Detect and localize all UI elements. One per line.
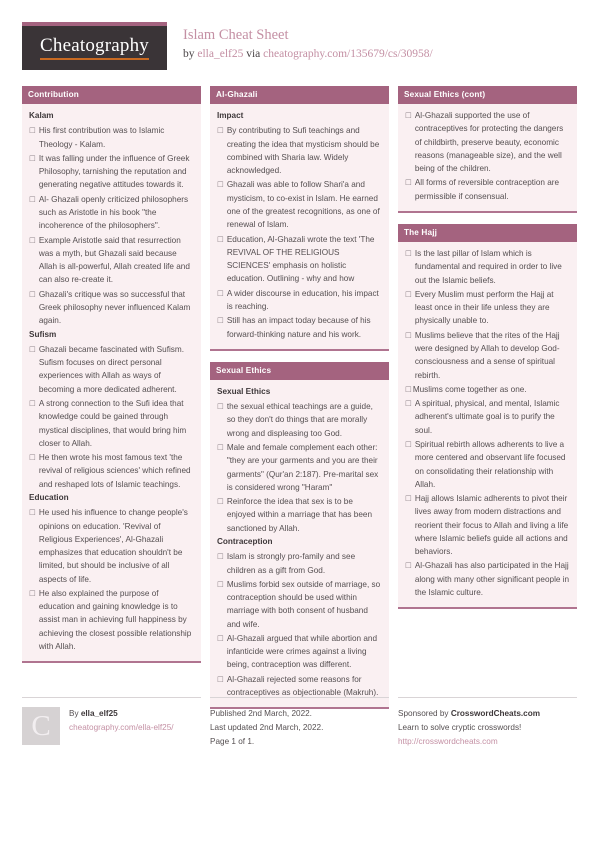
checkbox-icon[interactable]: ☐ [217,442,224,452]
via-label: via [243,47,264,60]
avatar: C [22,707,60,745]
list-item [29,343,194,396]
checkbox-icon[interactable]: ☐ [405,330,412,340]
list-item-text: Male and female complement each other: "they are your garments and you are their garments" (Qur'an 2:187). Pre-marital sex is considered wrong "Haram" [226,442,379,492]
list-item-text: Still has an impact today because of his forward-thinking nature and his work. [226,316,371,339]
card-title: Sexual Ethics [210,362,389,380]
sponsor-name[interactable]: CrosswordCheats.com [450,709,540,718]
checkbox-icon[interactable]: ☐ [405,249,412,258]
card-title: The Hajj [398,224,577,242]
list-item-text: Ghazali was able to follow Shari'a and mysticism, to co-exist in Islam. He earned one of the greatest recognitions, as one of renewal of Islam. [226,180,380,230]
list-item [405,492,570,558]
list-item-text: He used his influence to change people's opinions on education. 'Revival of Religious Experiences', Al-Ghazali emphasizes that education shouldn't be limited, but should be inclusive of all aspects of life. [38,508,188,584]
list-item-text: Al-Ghazali supported the use of contraceptives for protecting the dangers of childbirth, preserve beauty, economic reasons (manageable size), and the well being of the children. [414,111,564,174]
checkbox-icon[interactable]: ☐ [29,126,36,136]
list-item [29,587,194,653]
section-subheading: Kalam [29,111,54,121]
checkbox-icon[interactable]: ☐ [217,402,224,412]
by-label: by [183,47,198,60]
card [210,362,389,710]
footer-by-label: By [69,709,81,718]
checkbox-icon[interactable]: ☐ [217,579,224,589]
list-item [217,314,382,341]
list-item-text: Spiritual rebirth allows adherents to live a more centered and observant life focused on consolidating their relationship with Allah. [414,439,566,489]
card-title: Al-Ghazali [210,86,389,104]
checkbox-icon[interactable]: ☐ [29,194,36,204]
footer-author-block [22,697,201,749]
page-title: Islam Cheat Sheet [183,27,289,43]
checkbox-icon[interactable]: ☐ [405,178,412,188]
list-item-text: Hajj allows Islamic adherents to pivot their lives away from modern distractions and reorient their focus to Allah and living a life where Islamic beliefs guide all actions and behaviors. [414,494,569,557]
card-body [398,104,577,211]
list-item-text: Al- Ghazali openly criticized philosophers such as Aristotle in his book "the incoherence of the philosophers". [38,194,189,231]
published-date: Published 2nd March, 2022. [210,709,312,718]
card [22,86,201,663]
checkbox-icon[interactable]: ☐ [29,235,36,245]
author-line [69,707,174,721]
checkbox-icon[interactable]: ☐ [405,384,412,394]
logo-wordmark: Cheatography [40,36,149,60]
card [398,86,577,213]
card-body [22,104,201,661]
card-body [210,380,389,708]
list-item [29,451,194,491]
list-item-text: All forms of reversible contraception are permissible if consensual. [414,178,560,201]
card [210,86,389,351]
checkbox-icon[interactable]: ☐ [29,344,36,354]
list-item [29,152,194,192]
publish-meta [210,707,323,749]
list-item [217,673,382,700]
sponsor-meta [398,707,540,749]
section-subheading: Impact [217,111,244,121]
list-item-text: Every Muslim must perform the Hajj at least once in their life unless they are physically unable to. [414,289,554,326]
list-item [405,329,570,382]
list-item-text: Ghazali's critique was so successful that Greek philosophy never influenced Kalam again. [38,289,191,326]
list-item [217,495,382,535]
list-item-text: Muslims believe that the rites of the Hajj were designed by Allah to develop God-consciousness and a sense of spiritual rebirth. [414,330,560,380]
author-profile-link[interactable]: cheatography.com/ella-elf25/ [69,723,174,733]
page-footer [22,697,578,749]
list-item-text: His first contribution was to Islamic Theology - Kalam. [38,126,165,149]
list-item-text: Example Aristotle said that resurrection was a myth, but Ghazali said because Allah is all-powerful, Allah created life and can also re-create it. [38,235,190,285]
list-item [217,578,382,631]
header-meta [167,22,578,62]
list-item [405,438,570,491]
column-2 [210,86,389,720]
list-item-text: Reinforce the idea that sex is to be enjoyed within a marriage that has been sanctioned by Allah. [226,497,373,533]
list-item-text: It was falling under the influence of Greek Philosophy, tarnishing the reputation and generating negative attitudes towards it. [38,153,190,190]
checkbox-icon[interactable]: ☐ [29,289,36,299]
list-item-text: Muslims forbid sex outside of marriage, so contraception should be used within marriage with both consent of husband and wife. [226,579,381,629]
list-item-text: Education, Al-Ghazali wrote the text 'The REVIVAL OF THE RELIGIOUS SCIENCES' emphasis on holistic education. Outlining - why and how [226,234,375,284]
list-item [405,109,570,175]
list-item [405,559,570,599]
list-item-text: Al-Ghazali rejected some reasons for contraceptives as objectionable (Makruh). [226,674,379,698]
byline [183,47,578,63]
list-item [217,400,382,440]
checkbox-icon[interactable]: ☐ [29,508,36,518]
list-item [29,124,194,151]
list-item-text: A wider discourse in education, his impact is reaching. [226,288,379,311]
list-item [405,288,570,328]
list-item [217,233,382,286]
list-item-text: He then wrote his most famous text 'the revival of religious sciences' which refined and reshaped lots of Islamic teachings. [38,453,191,489]
sponsor-line [398,707,540,721]
checkbox-icon[interactable]: ☐ [217,497,224,507]
checkbox-icon[interactable]: ☐ [405,494,412,504]
author-meta [69,707,174,749]
card [398,224,577,609]
list-item [29,288,194,328]
list-item [405,247,570,287]
list-item-text: the sexual ethical teachings are a guide, so they don't do things that are morally wrong and displeasing too God. [226,402,373,438]
list-item [405,397,570,437]
list-item [217,178,382,231]
updated-date: Last updated 2nd March, 2022. [210,723,324,733]
list-item [217,287,382,314]
list-item [405,383,570,396]
checkbox-icon[interactable]: ☐ [29,588,36,598]
card-body [210,104,389,349]
list-item-text: Ghazali became fascinated with Sufism. Sufism focuses on direct personal experiences with Allah as ways of becoming a more dedicated adherent. [38,344,184,394]
list-item-text: He also explained the purpose of education and gaining knowledge is to assist man in achieving full happiness by achieving the closest possible relationship with Allah. [38,588,192,652]
checkbox-icon[interactable]: ☐ [405,111,412,121]
list-item [217,124,382,177]
column-3 [398,86,577,620]
checkbox-icon[interactable]: ☐ [217,674,224,684]
checkbox-icon[interactable]: ☐ [217,180,224,190]
columns-container [22,86,578,720]
column-1 [22,86,201,674]
card-title: Sexual Ethics (cont) [398,86,577,104]
source-url-link[interactable]: cheatography.com/135679/cs/30958/ [263,47,433,60]
section-subheading: Contraception [217,536,273,546]
card-body [398,242,577,607]
list-item-text: Al-Ghazali has also participated in the Hajj along with many other significant people in the Islamic culture. [414,561,570,598]
list-item [217,550,382,577]
section-subheading: Sufism [29,329,57,339]
checkbox-icon[interactable]: ☐ [405,289,412,299]
footer-author-name[interactable]: ella_elf25 [80,709,118,718]
checkbox-icon[interactable]: ☐ [29,453,36,463]
checkbox-icon[interactable]: ☐ [405,439,412,449]
list-item-text: By contributing to Sufi teachings and creating the idea that mysticism should be combined with Sharia law. Widely acknowledged. [226,126,380,176]
page-count: Page 1 of 1. [210,737,255,747]
checkbox-icon[interactable]: ☐ [217,234,224,244]
list-item-text: Is the last pillar of Islam which is fundamental and required in order to live out the Islamic beliefs. [414,249,562,285]
sponsor-url-link[interactable]: http://crosswordcheats.com [398,737,498,747]
list-item [29,397,194,450]
checkbox-icon[interactable]: ☐ [405,561,412,571]
card-title: Contribution [22,86,201,104]
list-item-text: Al-Ghazali argued that while abortion and infanticide were crimes against a living being, contraception was different. [226,633,378,670]
checkbox-icon[interactable]: ☐ [217,126,224,136]
checkbox-icon[interactable]: ☐ [29,398,36,408]
sponsor-label: Sponsored by [398,709,451,718]
list-item-text: Islam is strongly pro-family and see children as a gift from God. [226,552,356,575]
page-header [22,22,578,74]
list-item-text: A spiritual, physical, and mental, Islamic adherent's ultimate goal is to purify the soul. [414,399,560,435]
author-link[interactable]: ella_elf25 [197,47,244,60]
checkbox-icon[interactable]: ☐ [405,399,412,409]
checkbox-icon[interactable]: ☐ [29,153,36,163]
checkbox-icon[interactable]: ☐ [217,288,224,298]
list-item-text: A strong connection to the Sufi idea that knowledge could be gained through mystical disciplines, that would bring him closer to Allah. [38,398,187,448]
footer-publish-block [210,697,389,749]
section-subheading: Education [29,492,69,502]
list-item [217,632,382,672]
checkbox-icon[interactable]: ☐ [217,316,224,326]
list-item [29,193,194,233]
list-item [405,176,570,203]
sponsor-tagline: Learn to solve cryptic crosswords! [398,723,522,733]
list-item-text: Muslims come together as one. [412,384,527,394]
list-item [29,234,194,287]
section-subheading: Sexual Ethics [217,386,271,396]
cheatography-logo[interactable] [22,22,167,70]
footer-sponsor-block [398,697,577,749]
list-item [29,506,194,586]
checkbox-icon[interactable]: ☐ [217,552,224,562]
checkbox-icon[interactable]: ☐ [217,633,224,643]
list-item [217,441,382,494]
